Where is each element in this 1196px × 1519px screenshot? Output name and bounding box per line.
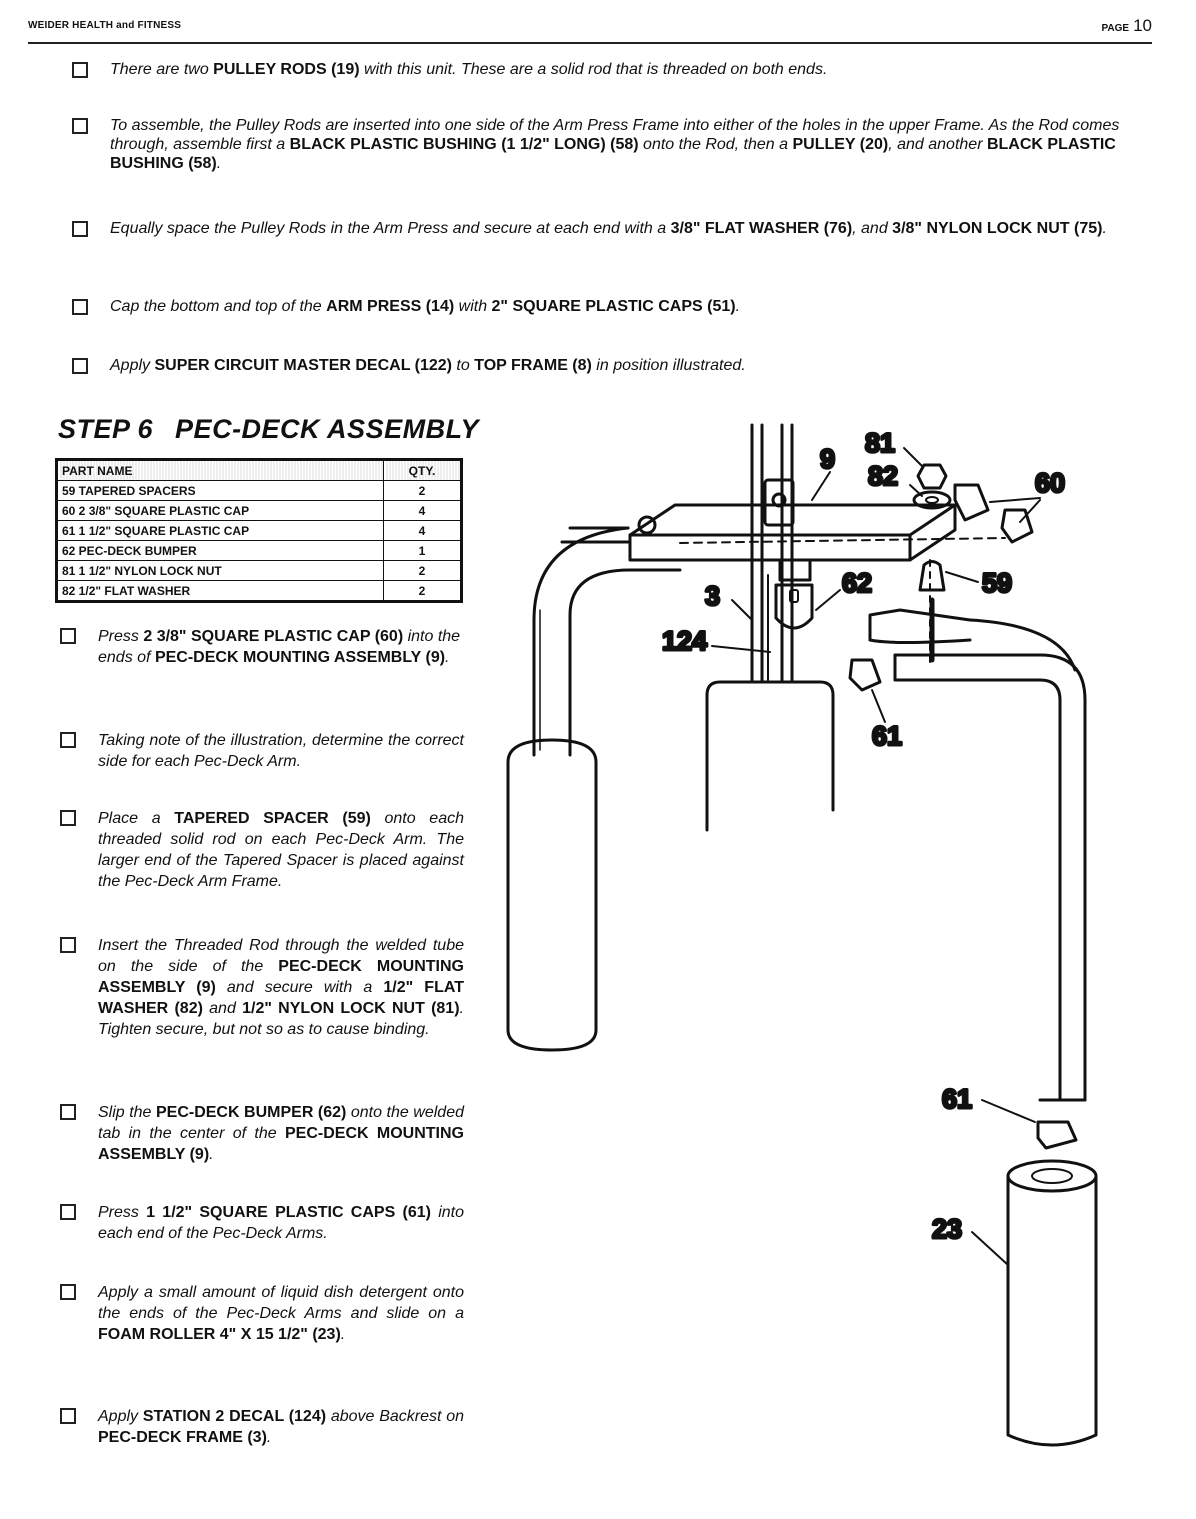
step-instruction-caps-61: Press 1 1/2" SQUARE PLASTIC CAPS (61) into each end of the Pec-Deck Arms. bbox=[60, 1202, 464, 1244]
callout-60: 60 bbox=[1035, 468, 1066, 498]
table-row: 81 1 1/2" NYLON LOCK NUT 2 bbox=[57, 561, 462, 581]
step-title: PEC-DECK ASSEMBLY bbox=[175, 414, 480, 444]
nylon-lock-nut bbox=[918, 465, 946, 488]
callout-61-lower: 61 bbox=[942, 1084, 973, 1114]
checkbox[interactable] bbox=[60, 937, 76, 953]
square-plastic-cap-61 bbox=[1038, 1122, 1076, 1148]
checkbox[interactable] bbox=[72, 62, 88, 78]
parts-table bbox=[55, 458, 463, 603]
tapered-spacer bbox=[920, 562, 944, 591]
callout-124: 124 bbox=[662, 626, 708, 656]
checkbox[interactable] bbox=[60, 1104, 76, 1120]
pec-deck-assembly-diagram bbox=[500, 410, 1180, 1500]
callout-62: 62 bbox=[842, 568, 873, 598]
table-row: 59 TAPERED SPACERS 2 bbox=[57, 481, 462, 501]
table-row: 61 1 1/2" SQUARE PLASTIC CAP 4 bbox=[57, 521, 462, 541]
backrest-pad bbox=[707, 682, 833, 830]
table-header-row bbox=[57, 460, 462, 481]
callout-82: 82 bbox=[868, 461, 899, 491]
step-heading bbox=[58, 414, 479, 445]
callout-81: 81 bbox=[865, 428, 896, 458]
column-header: QTY. bbox=[384, 460, 462, 481]
callout-3: 3 bbox=[705, 581, 721, 611]
instruction-assemble-pulley: To assemble, the Pulley Rods are inserted into one side of the Arm Press Frame into either of the holes in the upper Frame. As the Rod comes through, assemble first a BLACK PLASTIC BUSHING (1 1/2" LONG) (58) onto the Rod, then a PULLEY (20), and another BLACK PLASTIC BUSHING (58). bbox=[72, 116, 1134, 173]
checkbox[interactable] bbox=[72, 118, 88, 134]
instruction-pulley-rods: There are two PULLEY RODS (19) with this unit. These are a solid rod that is threaded on both ends. bbox=[72, 60, 1152, 79]
pec-deck-frame-column bbox=[752, 425, 792, 680]
page-number bbox=[1101, 16, 1152, 36]
brand-name: WEIDER HEALTH and FITNESS bbox=[28, 20, 182, 31]
checkbox[interactable] bbox=[60, 810, 76, 826]
step-instruction-caps-60: Press 2 3/8" SQUARE PLASTIC CAP (60) into the ends of PEC-DECK MOUNTING ASSEMBLY (9). bbox=[60, 626, 464, 668]
square-plastic-cap-60 bbox=[955, 485, 988, 520]
page-number-value: 10 bbox=[1133, 16, 1152, 35]
right-pec-deck-arm bbox=[870, 610, 1085, 1100]
step-label: STEP 6 bbox=[58, 414, 154, 444]
step-instruction-foam-roller: Apply a small amount of liquid dish detergent onto the ends of the Pec-Deck Arms and slide on a FOAM ROLLER 4" X 15 1/2" (23). bbox=[60, 1282, 464, 1345]
right-foam-roller bbox=[1008, 1161, 1096, 1445]
callout-9: 9 bbox=[820, 444, 836, 474]
step-instruction-determine-side: Taking note of the illustration, determine the correct side for each Pec-Deck Arm. bbox=[60, 730, 464, 772]
left-foam-roller bbox=[508, 740, 596, 1050]
checkbox[interactable] bbox=[60, 732, 76, 748]
callout-61-upper: 61 bbox=[872, 721, 903, 751]
checkbox[interactable] bbox=[72, 358, 88, 374]
callout-23: 23 bbox=[932, 1214, 963, 1244]
checkbox[interactable] bbox=[60, 1204, 76, 1220]
checkbox[interactable] bbox=[72, 221, 88, 237]
page-header bbox=[28, 16, 1152, 44]
checkbox[interactable] bbox=[60, 1408, 76, 1424]
step-instruction-tapered-spacer: Place a TAPERED SPACER (59) onto each threaded solid rod on each Pec-Deck Arm. The larger end of the Tapered Spacer is placed against the Pec-Deck Arm Frame. bbox=[60, 808, 464, 892]
square-plastic-cap-61 bbox=[850, 660, 880, 690]
instruction-space-rods: Equally space the Pulley Rods in the Arm Press and secure at each end with a 3/8" FLAT WASHER (76), and 3/8" NYLON LOCK NUT (75). bbox=[72, 219, 1134, 238]
table-row: 60 2 3/8" SQUARE PLASTIC CAP 4 bbox=[57, 501, 462, 521]
callout-59: 59 bbox=[982, 568, 1013, 598]
instruction-cap-arm-press: Cap the bottom and top of the ARM PRESS (14) with 2" SQUARE PLASTIC CAPS (51). bbox=[72, 297, 1134, 316]
table-row: 82 1/2" FLAT WASHER 2 bbox=[57, 581, 462, 602]
checkbox[interactable] bbox=[60, 628, 76, 644]
step-instruction-station-decal: Apply STATION 2 DECAL (124) above Backrest on PEC-DECK FRAME (3). bbox=[60, 1406, 464, 1448]
step-instruction-threaded-rod: Insert the Threaded Rod through the welded tube on the side of the PEC-DECK MOUNTING ASSEMBLY (9) and secure with a 1/2" FLAT WASHER (82) and 1/2" NYLON LOCK NUT (81). Tighten secure, but not so as to cause binding. bbox=[60, 935, 464, 1040]
instruction-apply-decal: Apply SUPER CIRCUIT MASTER DECAL (122) to TOP FRAME (8) in position illustrated. bbox=[72, 356, 1134, 375]
left-pec-deck-arm bbox=[534, 528, 680, 755]
step-instruction-bumper: Slip the PEC-DECK BUMPER (62) onto the welded tab in the center of the PEC-DECK MOUNTING ASSEMBLY (9). bbox=[60, 1102, 464, 1165]
checkbox[interactable] bbox=[60, 1284, 76, 1300]
table-row: 62 PEC-DECK BUMPER 1 bbox=[57, 541, 462, 561]
assembly-centerline bbox=[680, 538, 1005, 543]
page-label: PAGE bbox=[1101, 23, 1130, 34]
column-header: PART NAME bbox=[57, 460, 384, 481]
checkbox[interactable] bbox=[72, 299, 88, 315]
